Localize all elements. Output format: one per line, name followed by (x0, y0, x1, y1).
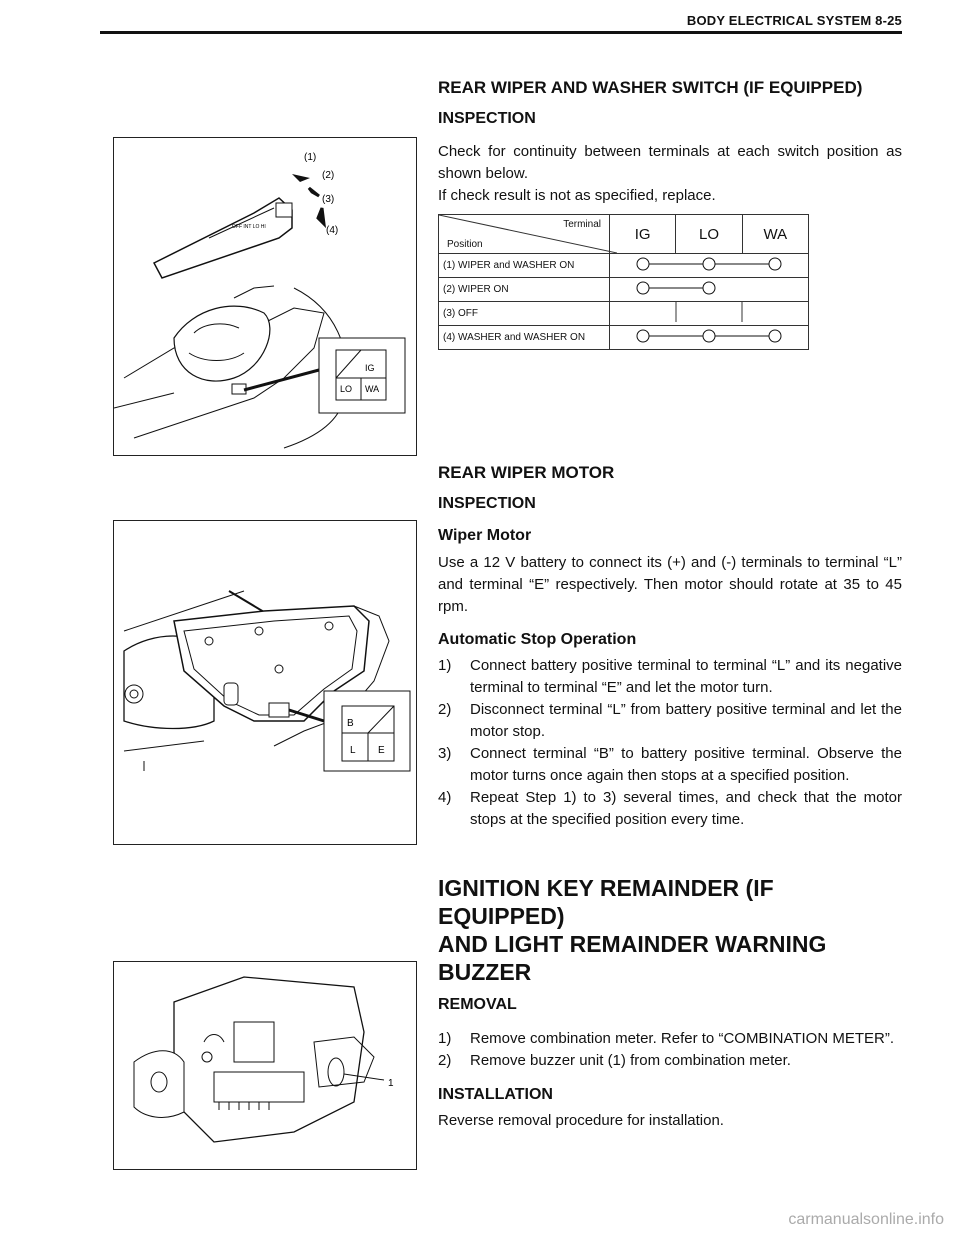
connector-lo: LO (340, 384, 353, 394)
wiper-switch-illustration (114, 138, 416, 455)
table-row (439, 326, 809, 350)
header-rule (100, 31, 902, 34)
row-label: (4) WASHER and WASHER ON (439, 326, 610, 350)
watermark: carmanualsonline.info (788, 1211, 944, 1228)
label-3: (3) (322, 194, 335, 205)
paragraph-wiper-motor: Use a 12 V battery to connect its (+) and (-) terminals to terminal “L” and terminal “E” respectively. Then motor should rotate at 35 to 45 rpm. (438, 554, 902, 615)
subsection-title-wiper-motor: Wiper Motor (438, 527, 532, 544)
section-subtitle-inspection-2: INSPECTION (438, 495, 536, 512)
row-label: (2) WIPER ON (439, 278, 610, 302)
subtitle-installation: INSTALLATION (438, 1086, 553, 1103)
corner-terminal-label: Terminal (563, 219, 601, 230)
auto-stop-steps (438, 655, 902, 831)
list-item: 2) Remove buzzer unit (1) from combination meter. (438, 1052, 791, 1069)
subtitle-removal: REMOVAL (438, 996, 517, 1013)
paragraph-continuity-check: Check for continuity between terminals at each switch position as shown below. (438, 143, 902, 182)
continuity-marks (610, 326, 808, 346)
continuity-cell (610, 302, 809, 326)
section-subtitle-inspection: INSPECTION (438, 110, 536, 127)
label-2: (2) (322, 170, 335, 181)
section-title-ignition-key-line1: IGNITION KEY REMAINDER (IF EQUIPPED) (438, 875, 774, 929)
subsection-title-auto-stop: Automatic Stop Operation (438, 631, 637, 648)
list-item: 4) Repeat Step 1) to 3) several times, and check that the motor stops at the specified position every time. (438, 789, 902, 828)
buzzer-label-1: 1 (388, 1078, 394, 1089)
continuity-table (438, 214, 809, 350)
figure-buzzer (113, 961, 417, 1170)
wiper-motor-illustration (114, 521, 416, 844)
list-item: 1) Connect battery positive terminal to terminal “L” and its negative terminal to terminal “E” and let the motor turn. (438, 657, 902, 696)
continuity-cell (610, 254, 809, 278)
column-header-lo: LO (676, 215, 742, 254)
page-header-title: BODY ELECTRICAL SYSTEM 8-25 (686, 13, 902, 28)
column-header-ig: IG (610, 215, 676, 254)
figure-wiper-switch (113, 137, 417, 456)
svg-text:OFF INT LO HI: OFF INT LO HI (232, 224, 266, 230)
corner-position-label: Position (447, 239, 483, 250)
connector-ig: IG (365, 363, 375, 373)
continuity-marks (610, 254, 808, 274)
label-1: (1) (304, 152, 317, 163)
connector-l: L (350, 745, 356, 756)
section-title-rear-wiper-switch: REAR WIPER AND WASHER SWITCH (IF EQUIPPED) (438, 78, 863, 97)
paragraph-installation: Reverse removal procedure for installation. (438, 1112, 724, 1129)
continuity-marks (610, 278, 808, 298)
continuity-cell (610, 326, 809, 350)
section-title-ignition-key-line2: AND LIGHT REMAINDER WARNING BUZZER (438, 931, 827, 985)
row-label: (3) OFF (439, 302, 610, 326)
list-item: 3) Connect terminal “B” to battery positive terminal. Observe the motor turns once again then stops at a specified position. (438, 745, 902, 784)
figure-wiper-motor (113, 520, 417, 845)
table-row (439, 254, 809, 278)
list-item: 2) Disconnect terminal “L” from battery positive terminal and let the motor stop. (438, 701, 902, 740)
section-title-rear-wiper-motor: REAR WIPER MOTOR (438, 463, 615, 482)
connector-wa: WA (365, 384, 380, 394)
list-item: 1) Remove combination meter. Refer to “COMBINATION METER”. (438, 1030, 894, 1047)
row-label: (1) WIPER and WASHER ON (439, 254, 610, 278)
column-header-wa: WA (742, 215, 808, 254)
paragraph-replace: If check result is not as specified, replace. (438, 187, 716, 204)
connector-e: E (378, 745, 385, 756)
continuity-cell (610, 278, 809, 302)
removal-steps (438, 1028, 902, 1072)
label-4: (4) (326, 225, 339, 236)
buzzer-illustration (114, 962, 416, 1169)
table-row (439, 302, 809, 326)
connector-b: B (347, 718, 354, 729)
table-row (439, 278, 809, 302)
table-corner-header (439, 215, 610, 254)
